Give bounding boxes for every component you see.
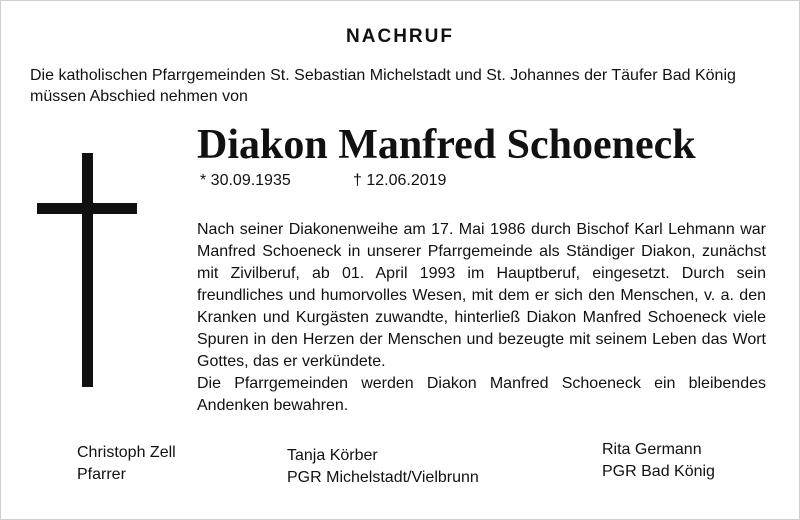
signature-pgr-bad-koenig <box>602 439 715 483</box>
death-date: † 12.06.2019 <box>353 172 447 189</box>
signature-role: Pfarrer <box>77 466 126 483</box>
notice-heading: NACHRUF <box>346 26 454 47</box>
birth-date: * 30.09.1935 <box>200 172 291 189</box>
signature-name: Christoph Zell <box>77 444 176 461</box>
signature-name: Rita Germann <box>602 441 702 458</box>
signature-role: PGR Michelstadt/Vielbrunn <box>287 469 479 486</box>
closing-text: Die Pfarrgemeinden werden Diakon Manfred Schoeneck ein bleibendes Andenken bewahren. <box>197 375 766 414</box>
tribute-text: Nach seiner Diakonenweihe am 17. Mai 1986 durch Bischof Karl Lehmann war Manfred Schoeneck in unserer Pfarrgemeinde als Ständiger Diakon, zunächst mit Zivilberuf, ab 01. April 1993 im Hauptberuf, eingesetzt. Durch sein freundliches und humorvolles Wesen, mit dem er sich den Menschen, v. a. den Kranken und Kurgästen zuwandte, hinterließ Diakon Manfred Schoeneck viele Spuren in den Herzen der Menschen und bezeugte mit seinem Leben das Wort Gottes, das er verkündete. <box>197 221 766 370</box>
signature-role: PGR Bad König <box>602 463 715 480</box>
life-dates <box>200 171 447 191</box>
cross-vertical-bar <box>82 153 93 387</box>
signature-pastor <box>77 442 176 486</box>
deceased-name: Diakon Manfred Schoeneck <box>197 122 696 168</box>
signature-name: Tanja Körber <box>287 447 378 464</box>
cross-horizontal-bar <box>37 203 137 214</box>
signature-pgr-michelstadt <box>287 445 479 489</box>
intro-text: Die katholischen Pfarrgemeinden St. Sebastian Michelstadt und St. Johannes der Täufer Bad König müssen Abschied nehmen von <box>30 67 736 105</box>
